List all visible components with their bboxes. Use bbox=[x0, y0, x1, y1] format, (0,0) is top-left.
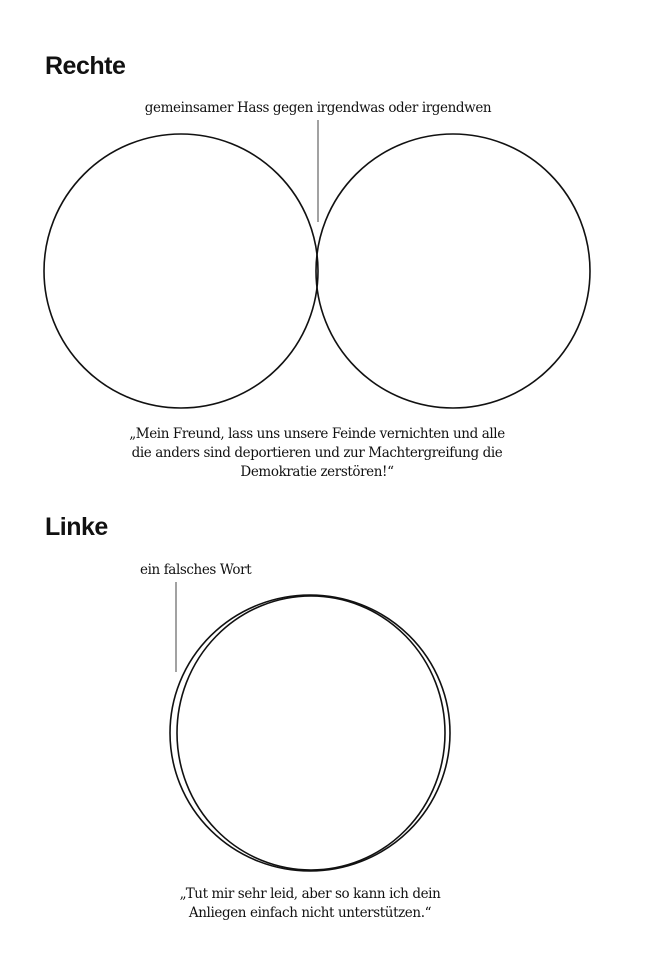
linke-quote bbox=[130, 885, 490, 923]
quote-line: Anliegen einfach nicht unterstützen.“ bbox=[188, 905, 432, 921]
quote-line: Demokratie zerstören!“ bbox=[240, 464, 394, 480]
heading-rechte: Rechte bbox=[45, 52, 126, 80]
rechte-quote bbox=[100, 425, 534, 482]
heading-linke: Linke bbox=[45, 513, 108, 541]
rechte-overlap-label: gemeinsamer Hass gegen irgendwas oder irgendwen bbox=[144, 100, 492, 116]
quote-line: „Mein Freund, lass uns unsere Feinde vernichten und alle bbox=[129, 426, 505, 442]
rechte-right-circle bbox=[316, 134, 590, 408]
quote-line: „Tut mir sehr leid, aber so kann ich dein bbox=[179, 886, 441, 902]
quote-line: die anders sind deportieren und zur Machtergreifung die bbox=[131, 445, 503, 461]
rechte-left-circle bbox=[44, 134, 318, 408]
linke-inner-circle bbox=[177, 596, 445, 870]
linke-outer-circle bbox=[170, 595, 450, 871]
linke-label: ein falsches Wort bbox=[140, 562, 252, 578]
